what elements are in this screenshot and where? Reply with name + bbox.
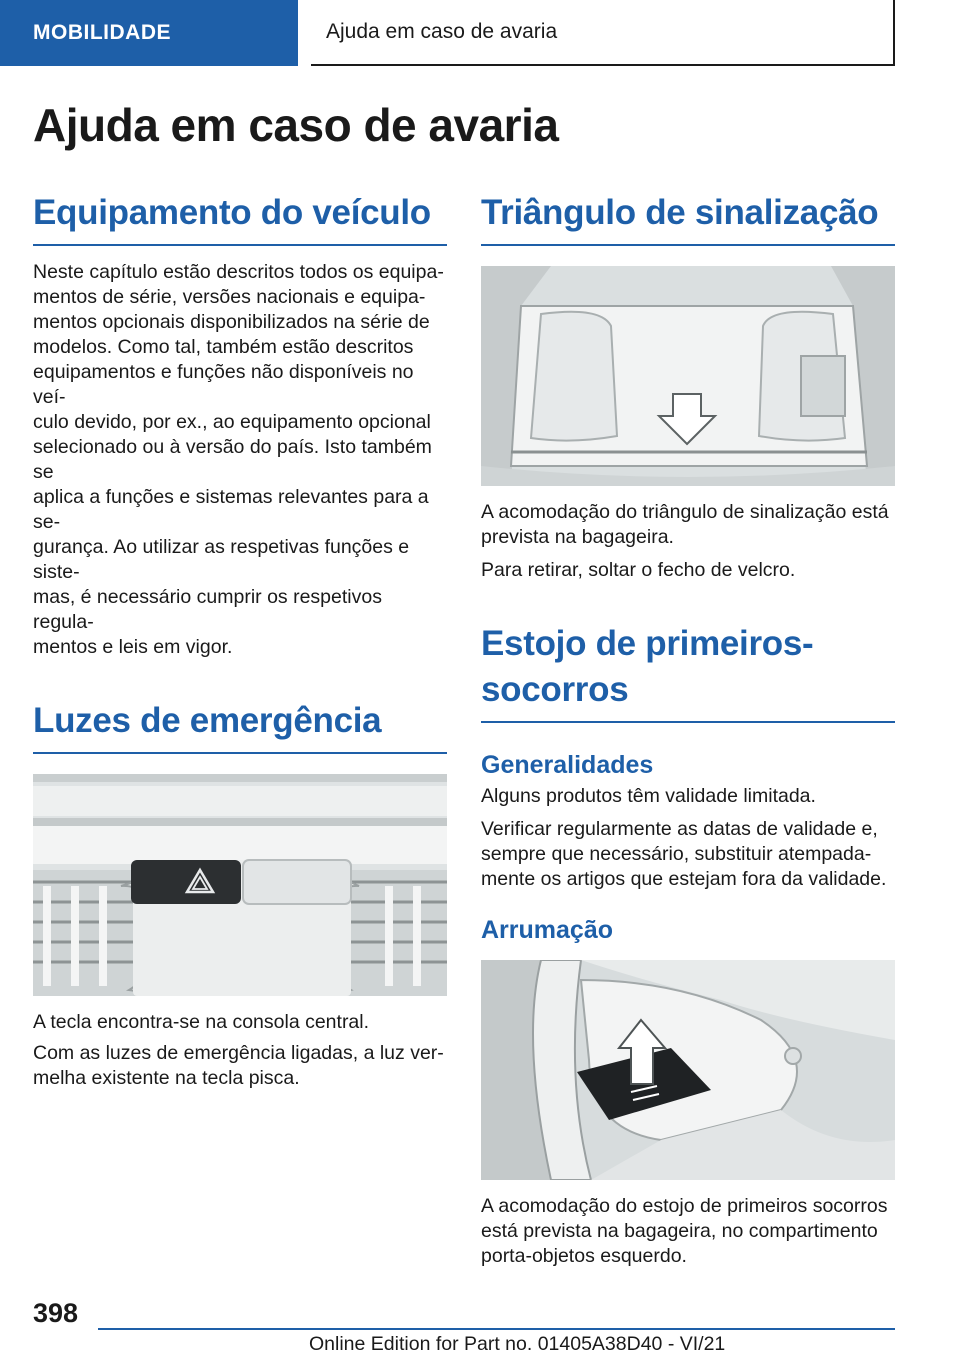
text-line: Verificar regularmente as datas de validade e, <box>481 818 878 840</box>
warning-triangle-figure <box>481 266 895 486</box>
heading-line: socorros <box>481 670 629 709</box>
luzes-caption-1: A tecla encontra-se na consola central. <box>33 1011 370 1033</box>
text-line: culo devido, por ex., ao equipamento opcional <box>33 411 431 433</box>
hazard-button-figure <box>33 774 447 996</box>
text-line: mentos opcionais disponibilizados na série de <box>33 311 430 333</box>
triangulo-caption-1 <box>481 500 895 550</box>
chapter-header: Ajuda em caso de avaria <box>311 0 895 66</box>
text-line: está prevista na bagageira, no compartimento <box>481 1220 878 1242</box>
heading-arrumacao: Arrumação <box>481 916 613 944</box>
text-line: Com as luzes de emergência ligadas, a luz ver- <box>33 1042 444 1064</box>
page-title: Ajuda em caso de avaria <box>33 99 559 151</box>
heading-line: Estojo de primeiros- <box>481 624 814 663</box>
page-number: 398 <box>33 1298 79 1328</box>
generalidades-text-1: Alguns produtos têm validade limitada. <box>481 785 816 807</box>
luzes-caption-2 <box>33 1041 447 1091</box>
text-line: mentos de série, versões nacionais e equipa- <box>33 286 426 308</box>
arrumacao-caption <box>481 1194 895 1269</box>
text-line: selecionado ou à versão do país. Isto também se <box>33 436 432 483</box>
left-column <box>33 190 447 1091</box>
text-line: gurança. Ao utilizar as respetivas funções e siste- <box>33 536 410 583</box>
heading-generalidades: Generalidades <box>481 751 654 779</box>
text-line: equipamentos e funções não disponíveis no veí- <box>33 361 414 408</box>
text-line: mentos e leis em vigor. <box>33 636 233 658</box>
hazard-console-illustration <box>33 774 447 996</box>
text-line: melha existente na tecla pisca. <box>33 1067 300 1089</box>
heading-luzes: Luzes de emergência <box>33 698 447 754</box>
trunk-illustration <box>481 266 895 486</box>
triangulo-caption-2: Para retirar, soltar o fecho de velcro. <box>481 559 796 581</box>
first-aid-storage-figure <box>481 960 895 1180</box>
text-line: sempre que necessário, substituir atempada- <box>481 843 872 865</box>
text-line: A acomodação do estojo de primeiros socorros <box>481 1195 888 1217</box>
text-line: mente os artigos que estejam fora da validade. <box>481 868 887 890</box>
section-tab: MOBILIDADE <box>0 0 298 66</box>
heading-equipamento: Equipamento do veículo <box>33 190 447 246</box>
text-line: A acomodação do triângulo de sinalização está <box>481 501 889 523</box>
text-line: aplica a funções e sistemas relevantes para a se- <box>33 486 429 533</box>
text-line: modelos. Como tal, também estão descritos <box>33 336 414 358</box>
text-line: prevista na bagageira. <box>481 526 674 548</box>
text-line: porta-objetos esquerdo. <box>481 1245 687 1267</box>
equipamento-text <box>33 260 447 660</box>
edition-note: Online Edition for Part no. 01405A38D40 - VI/21 <box>309 1333 726 1355</box>
heading-estojo <box>481 621 895 723</box>
trunk-compartment-illustration <box>481 960 895 1180</box>
generalidades-text-2 <box>481 817 895 892</box>
footer-rule <box>98 1328 895 1330</box>
text-line: mas, é necessário cumprir os respetivos regula- <box>33 586 382 633</box>
heading-triangulo: Triângulo de sinalização <box>481 190 895 246</box>
text-line: Neste capítulo estão descritos todos os equipa- <box>33 261 444 283</box>
right-column <box>481 190 895 1269</box>
